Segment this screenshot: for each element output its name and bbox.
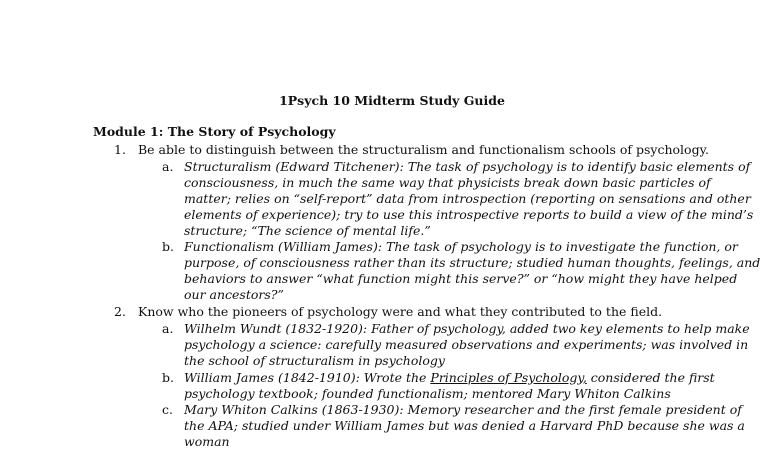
sub-item-line: the APA; studied under William James but was denied a Harvard PhD because she was a <box>184 418 745 433</box>
sub-item-line: psychology a science: carefully measured observations and experiments; was involved in <box>184 337 749 352</box>
sub-item-text: considered the first <box>586 370 715 385</box>
sub-item-line <box>184 370 715 386</box>
item-text: Be able to distinguish between the structuralism and functionalism schools of psychology. <box>138 142 709 157</box>
item-text: Know who the pioneers of psychology were and what they contributed to the field. <box>138 304 663 319</box>
sub-item-line: psychology textbook; founded functionalism; mentored Mary Whiton Calkins <box>184 386 671 401</box>
sub-item-letter: c. <box>162 402 173 417</box>
sub-item-line: matter; relies on “self-report” data from introspection (reporting on sensations and other <box>184 191 751 206</box>
module-heading: Module 1: The Story of Psychology <box>93 124 336 139</box>
sub-item-letter: b. <box>162 370 174 385</box>
sub-item-line: behaviors to answer “what function might this serve?” or “how might they have helped <box>184 271 738 286</box>
sub-item-line: purpose, of consciousness rather than its structure; studied human thoughts, feelings, and <box>184 255 761 270</box>
sub-item-line: consciousness, in much the same way that physicists break down basic particles of <box>184 175 711 190</box>
sub-item-letter: a. <box>162 321 174 336</box>
sub-item-line: Structuralism (Edward Titchener): The task of psychology is to identify basic elements of <box>184 159 751 174</box>
sub-item-line: Mary Whiton Calkins (1863-1930): Memory researcher and the first female president of <box>184 402 742 417</box>
sub-item-line: Wilhelm Wundt (1832-1920): Father of psychology, added two key elements to help make <box>184 321 750 336</box>
sub-item-letter: a. <box>162 159 174 174</box>
document-title: 1Psych 10 Midterm Study Guide <box>279 93 505 108</box>
sub-item-line: elements of experience); try to use this introspective reports to build a view of the mind’s <box>184 207 754 222</box>
sub-item-letter: b. <box>162 239 174 254</box>
sub-item-line: the school of structuralism in psychology <box>184 353 445 368</box>
sub-item-text: William James (1842-1910): Wrote the <box>184 370 431 385</box>
sub-item-line: Functionalism (William James): The task of psychology is to investigate the function, or <box>184 239 738 254</box>
sub-item-line: woman <box>184 434 230 449</box>
sub-item-line: our ancestors?” <box>184 287 284 302</box>
item-number: 1. <box>114 142 126 157</box>
book-title: Principles of Psychology, <box>430 370 587 385</box>
item-number: 2. <box>114 304 126 319</box>
sub-item-line: structure; “The science of mental life.” <box>184 223 431 238</box>
